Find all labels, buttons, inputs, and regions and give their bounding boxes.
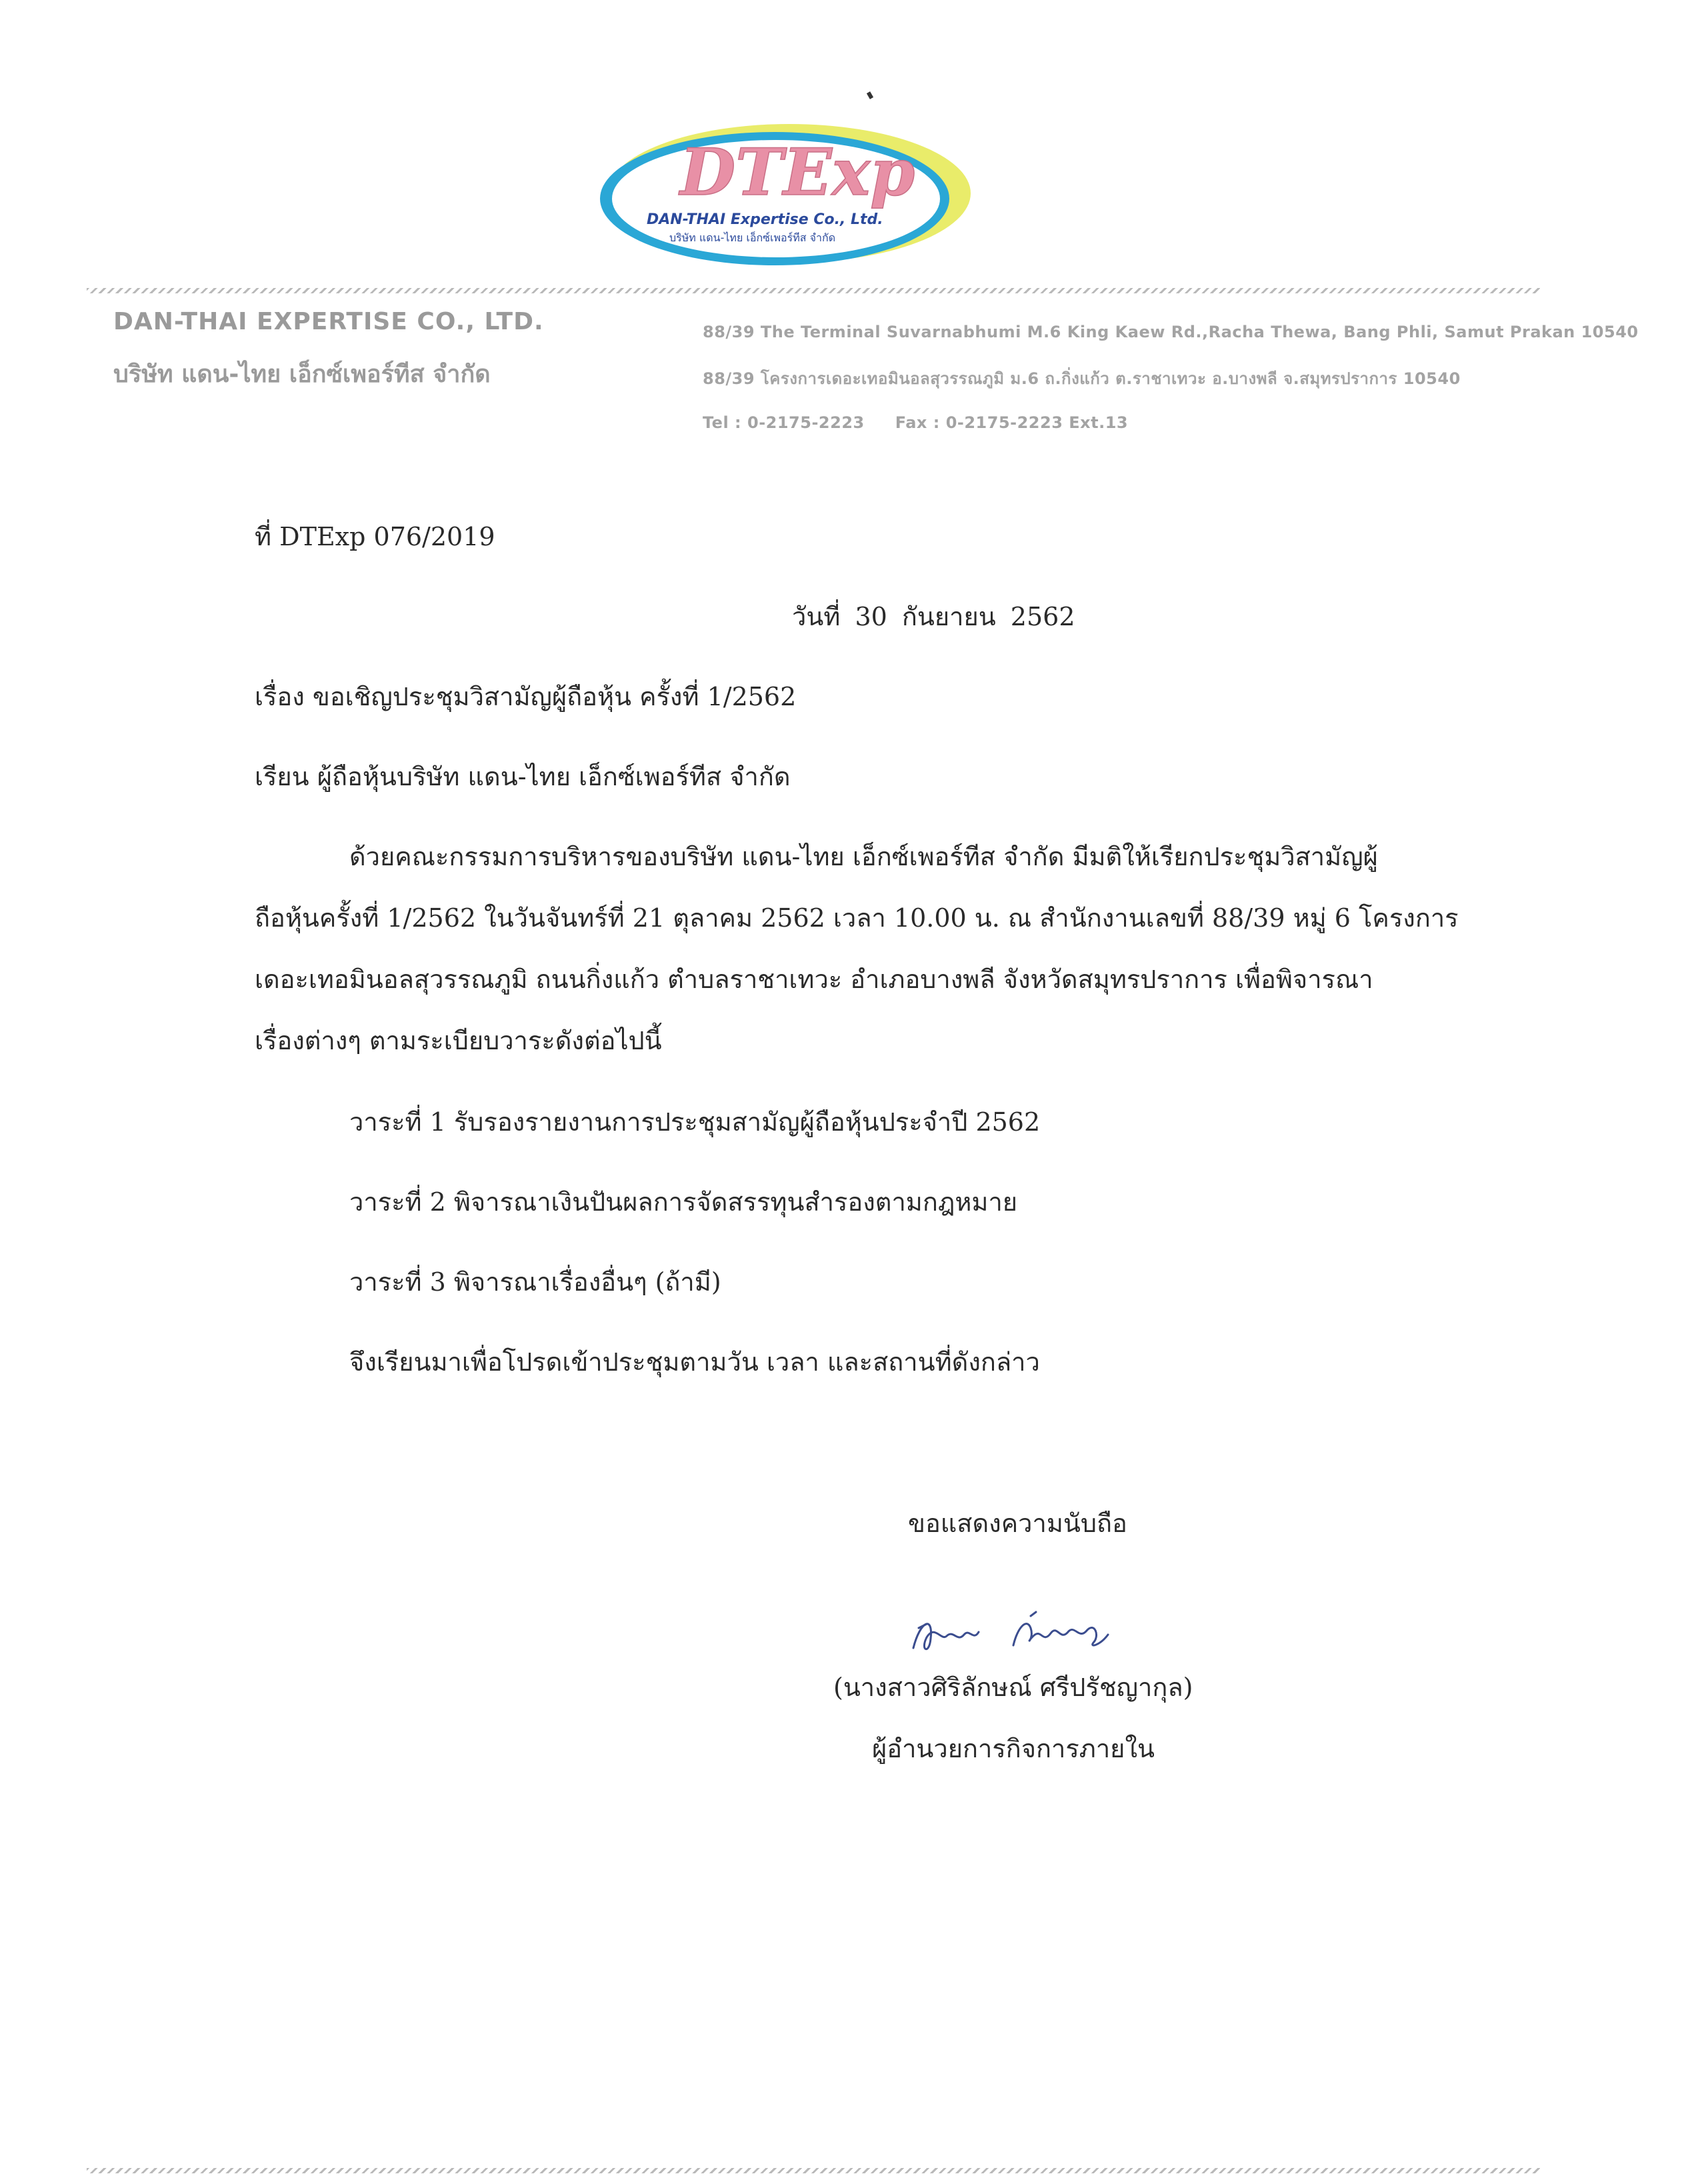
tel-number: Tel : 0-2175-2223: [703, 413, 865, 432]
closing-line: จึงเรียนมาเพื่อโปรดเข้าประชุมตามวัน เวลา และสถานที่ดังกล่าว: [349, 1347, 1040, 1377]
signer-name: (นางสาวศิริลักษณ์ ศรีปรัชญากุล): [833, 1673, 1193, 1702]
body-line: ด้วยคณะกรรมการบริหารของบริษัท แดน-ไทย เอ็กซ์เพอร์ทีส จำกัด มีมติให้เรียกประชุมวิสามัญผู้: [349, 842, 1378, 871]
agenda-item: วาระที่ 3 พิจารณาเรื่องอื่นๆ (ถ้ามี): [349, 1267, 721, 1297]
company-name-th: บริษัท แดน-ไทย เอ็กซ์เพอร์ทีส จำกัด: [113, 361, 491, 388]
body-line: เรื่องต่างๆ ตามระเบียบวาระดังต่อไปนี้: [255, 1026, 662, 1055]
letter-date: วันที่ 30 กันยายน 2562: [792, 602, 1075, 631]
logo-name: DAN-THAI Expertise Co., Ltd.: [647, 211, 883, 228]
contact-line: [703, 413, 1159, 432]
fax-number: Fax : 0-2175-2223 Ext.13: [895, 413, 1129, 432]
handwritten-signature: [900, 1601, 1140, 1668]
salutation: เรียน ผู้ถือหุ้นบริษัท แดน-ไทย เอ็กซ์เพอร์ทีส จำกัด: [255, 762, 791, 791]
agenda-item: วาระที่ 1 รับรองรายงานการประชุมสามัญผู้ถือหุ้นประจำปี 2562: [349, 1107, 1041, 1137]
reference-number: ที่ DTExp 076/2019: [255, 522, 495, 551]
header-divider: [87, 288, 1540, 293]
body-line: เดอะเทอมินอลสุวรรณภูมิ ถนนกิ่งแก้ว ตำบลราชาเทวะ อำเภอบางพลี จังหวัดสมุทรปราการ เพื่อพิจารณา: [255, 965, 1373, 994]
scan-mark: [867, 91, 873, 99]
company-logo: [600, 119, 973, 272]
signer-position: ผู้อำนวยการกิจการภายใน: [872, 1734, 1155, 1763]
agenda-item: วาระที่ 2 พิจารณาเงินปันผลการจัดสรรทุนสำรองตามกฎหมาย: [349, 1187, 1018, 1217]
logo-name-th: บริษัท แดน-ไทย เอ็กซ์เพอร์ทีส จำกัด: [669, 231, 836, 244]
address-en: 88/39 The Terminal Suvarnabhumi M.6 King Kaew Rd.,Racha Thewa, Bang Phli, Samut Prakan 10540: [703, 323, 1639, 341]
letter-subject: เรื่อง ขอเชิญประชุมวิสามัญผู้ถือหุ้น ครั้งที่ 1/2562: [255, 682, 797, 711]
body-line: ถือหุ้นครั้งที่ 1/2562 ในวันจันทร์ที่ 21 ตุลาคม 2562 เวลา 10.00 น. ณ สำนักงานเลขที่ 88/39 หมู่ 6 โครงการ: [255, 903, 1459, 933]
footer-divider: [87, 2168, 1540, 2173]
company-name-en: DAN-THAI EXPERTISE CO., LTD.: [113, 308, 544, 335]
logo-mark: DTExp: [680, 135, 915, 210]
complimentary-close: ขอแสดงความนับถือ: [908, 1509, 1127, 1538]
address-th: 88/39 โครงการเดอะเทอมินอลสุวรรณภูมิ ม.6 ถ.กิ่งแก้ว ต.ราชาเทวะ อ.บางพลี จ.สมุทรปราการ 10540: [703, 369, 1461, 388]
